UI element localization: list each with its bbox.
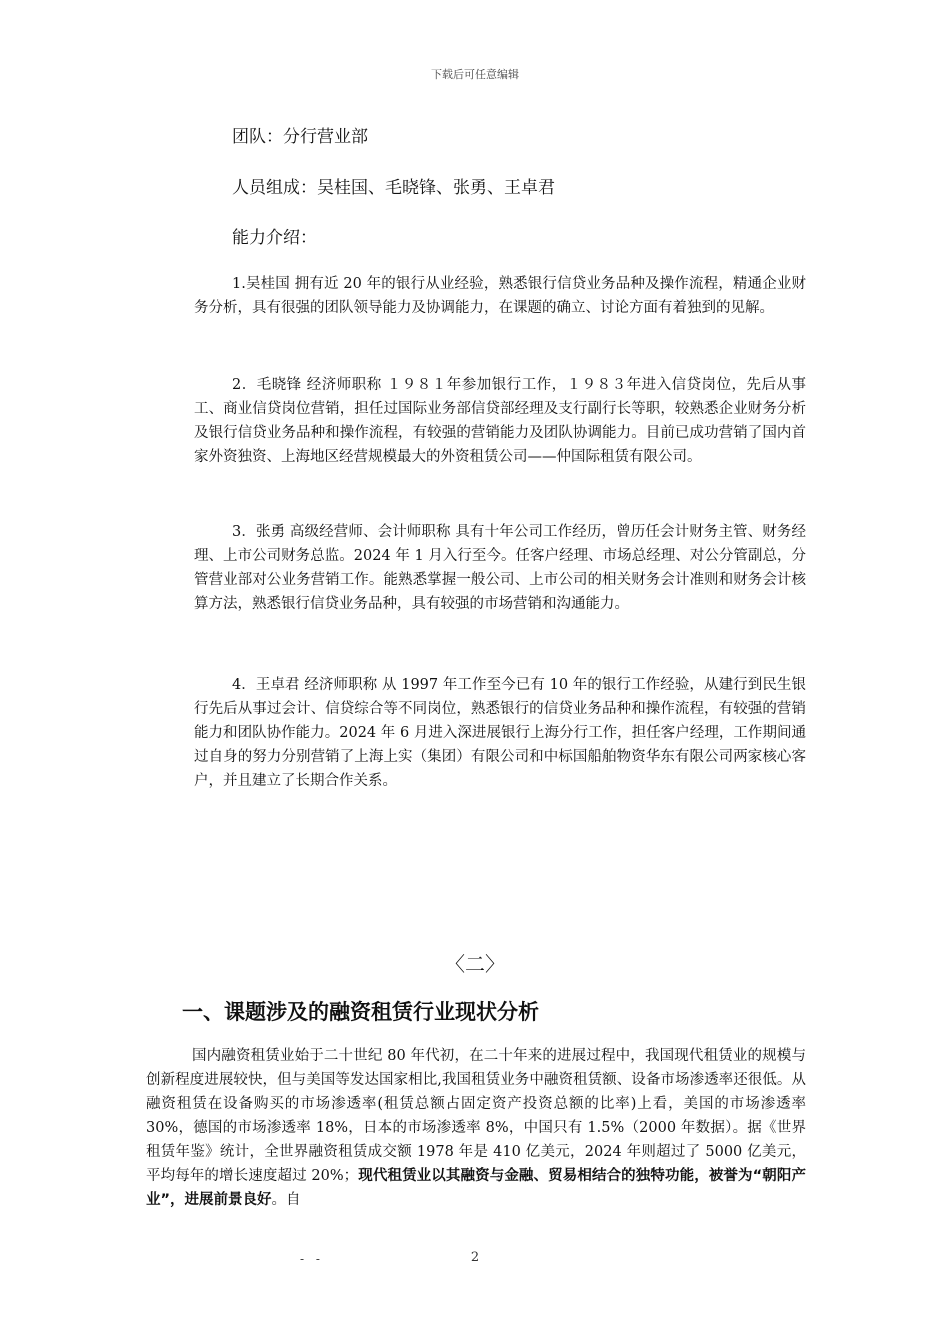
profile-paragraph-1: 1.吴桂国 拥有近 20 年的银行从业经验，熟悉银行信贷业务品种及操作流程，精通企业财务分析，具有很强的团队领导能力及协调能力，在课题的确立、讨论方面有着独到的见解。 bbox=[194, 276, 806, 316]
ability-title: 能力介绍： bbox=[232, 228, 317, 248]
body-tail-text: 。自 bbox=[271, 1192, 301, 1208]
footer-dashes: - - bbox=[300, 1252, 324, 1266]
body-bold-text: 现代租赁业以其融资与金融、贸易相结合的独特功能，被誉为“朝阳产业”，进展前景良好 bbox=[146, 1168, 807, 1208]
members-line: 人员组成：吴桂国、毛晓锋、张勇、王卓君 bbox=[232, 178, 555, 198]
team-line: 团队：分行营业部 bbox=[232, 127, 368, 147]
page-header: 下载后可任意编辑 bbox=[431, 68, 519, 81]
section-heading: 一、课题涉及的融资租赁行业现状分析 bbox=[182, 1000, 539, 1024]
profile-paragraph-3: 3．张勇 高级经营师、会计师职称 具有十年公司工作经历，曾历任会计财务主管、财务经理、上市公司财务总监。2024 年 1 月入行至今。任客户经理、市场总经理、对公分管副总，分管营业部对公业务营销工作。能熟悉掌握一般公司、上市公司的相关财务会计准则和财务会计核算方法，熟悉银行信贷业务品种，具有较强的市场营销和沟通能力。 bbox=[194, 524, 806, 612]
section-number: 〈二〉 bbox=[445, 952, 505, 976]
profile-paragraph-2: 2．毛晓锋 经济师职称 １９８１年参加银行工作，１９８３年进入信贷岗位，先后从事工、商业信贷岗位营销，担任过国际业务部信贷部经理及支行副行长等职，较熟悉企业财务分析及银行信贷业务品种和操作流程，有较强的营销能力及团队协调能力。目前已成功营销了国内首家外资独资、上海地区经营规模最大的外资租赁公司——仲国际租赁有限公司。 bbox=[194, 377, 806, 465]
body-paragraph bbox=[146, 1044, 806, 1212]
page-number: 2 bbox=[470, 1250, 480, 1265]
profile-paragraph-4: 4．王卓君 经济师职称 从 1997 年工作至今已有 10 年的银行工作经验，从建行到民生银行先后从事过会计、信贷综合等不同岗位，熟悉银行的信贷业务品种和操作流程，有较强的营销能力和团队协作能力。2024 年 6 月进入深进展银行上海分行工作，担任客户经理，工作期间通过自身的努力分别营销了上海上实（集团）有限公司和中标国船舶物资华东有限公司两家核心客户，并且建立了长期合作关系。 bbox=[194, 677, 806, 789]
body-text: 国内融资租赁业始于二十世纪 80 年代初，在二十年来的进展过程中，我国现代租赁业的规模与创新程度进展较快，但与美国等发达国家相比,我国租赁业务中融资租赁额、设备市场渗透率还很低。从融资租赁在设备购买的市场渗透率(租赁总额占固定资产投资总额的比率)上看，美国的市场渗透率 30%，德国的市场渗透率 18%，日本的市场渗透率 8%，中国只有 1.5%（2000 年数据）。据《世界租赁年鉴》统计，全世界融资租赁成交额 1978 年是 410 亿美元，2024 年则超过了 5000 亿美元，平均每年的增长速度超过 20%； bbox=[146, 1048, 806, 1184]
